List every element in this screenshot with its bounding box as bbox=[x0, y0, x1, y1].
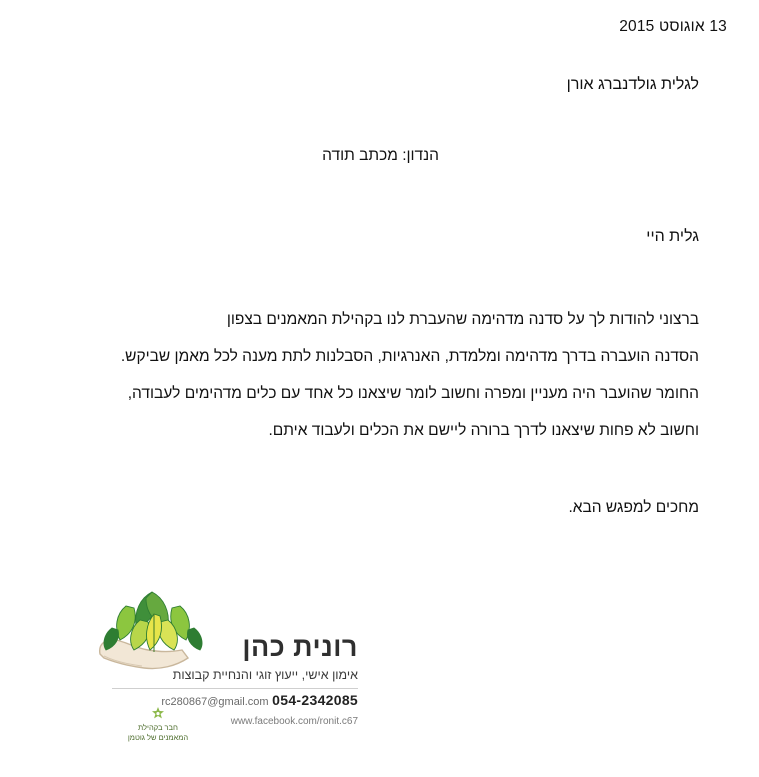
facebook-link[interactable]: www.facebook.com/ronit.c67 bbox=[230, 716, 358, 727]
association-line-1: חבר בקהילת bbox=[138, 723, 178, 732]
brand-name: רונית כהן bbox=[242, 632, 358, 662]
letter-body bbox=[30, 301, 729, 449]
letter-recipient: לגלית גולדנברג אורן bbox=[566, 76, 699, 93]
logo-row bbox=[88, 580, 368, 742]
letter-date: 13 אוגוסט 2015 bbox=[619, 18, 727, 35]
association-line-2: המאמנים של גוטמן bbox=[127, 732, 189, 742]
letter-greeting: גלית היי bbox=[646, 228, 699, 245]
letter-paragraph: ברצוני להודות לך על סדנה מדהימה שהעברת לנו בקהילת המאמנים בצפון bbox=[226, 311, 699, 328]
letter-paragraph: הסדנה הועברה בדרך מדהימה ומלמדת, האנרגיות, הסבלנות לתת מענה לכל מאמן שביקש. bbox=[120, 348, 699, 365]
letter-paragraph: וחשוב לא פחות שיצאנו לדרך ברורה ליישם את הכלים ולעבוד איתם. bbox=[268, 422, 699, 439]
letter-paragraph: החומר שהועבר היה מעניין ומפרה וחשוב לומר שיצאנו כל אחד עם כלים מדהימים לעבודה, bbox=[127, 385, 699, 402]
signature-block bbox=[88, 580, 368, 765]
association-badge bbox=[98, 706, 218, 742]
email-text: rc280867@gmail.com bbox=[161, 696, 269, 708]
leaf-logo-icon bbox=[96, 580, 216, 680]
phone-text: 054-2342085 bbox=[272, 692, 358, 708]
letter-closing: מחכים למפגש הבא. bbox=[568, 499, 699, 516]
signature-divider bbox=[112, 688, 358, 689]
brand-tagline: אימון אישי, ייעוץ זוגי והנחיית קבוצות bbox=[172, 668, 358, 682]
letter-subject: הנדון: מכתב תודה bbox=[322, 147, 439, 164]
association-seal-icon bbox=[150, 706, 166, 722]
